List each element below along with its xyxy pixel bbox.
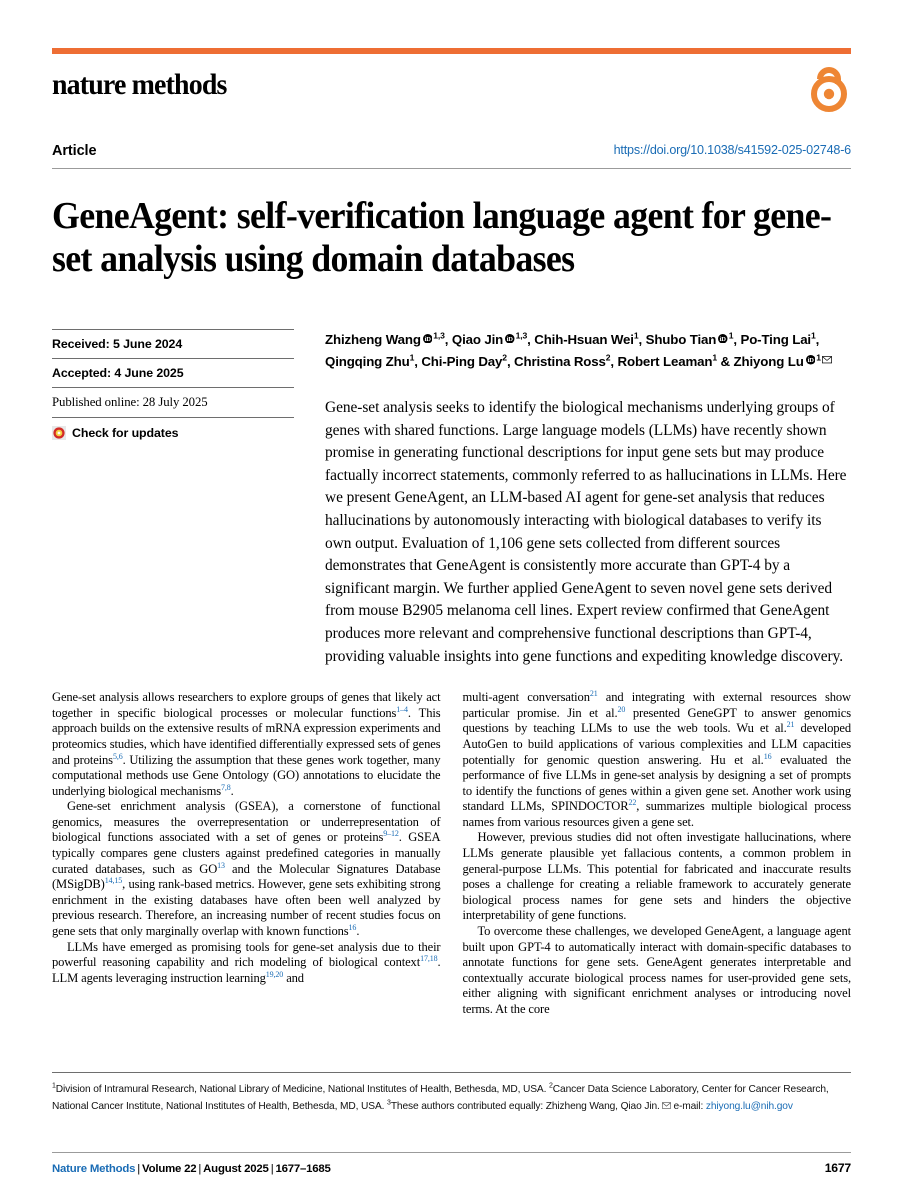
author-name: Chih-Hsuan Wei — [534, 332, 634, 347]
citation-reference[interactable]: 20 — [617, 704, 626, 714]
body-columns — [52, 690, 851, 1017]
author-line-2: Qingqing Zhu$^1$, Chi-Ping Day$^2$, Christina Ross$^2$, Robert Leaman$^1$ & Zhiyong Lu iD $^1$ — [325, 354, 832, 369]
citation-reference[interactable]: 17,18 — [420, 954, 438, 964]
svg-text:iD: iD — [807, 357, 814, 365]
meta-zone — [52, 329, 851, 668]
author-list — [325, 329, 851, 371]
affiliation-marker: 1 — [816, 352, 821, 363]
check-for-updates-label: Check for updates — [72, 426, 179, 440]
author-name: Po-Ting Lai — [740, 332, 811, 347]
corresponding-author-envelope-icon[interactable] — [822, 350, 832, 358]
footer-row — [52, 1161, 851, 1175]
author-name: Christina Ross — [514, 353, 606, 369]
citation-reference[interactable]: 9–12 — [383, 829, 399, 839]
citation-reference[interactable]: 5,6 — [112, 751, 123, 761]
body-paragraph: Gene-set enrichment analysis (GSEA), a cornerstone of functional genomics, measures the overrepresentation or underrepresentation of biological functions associated with a set of genes or proteins$^{9-12}$. GSEA typically compares gene clusters against predefined categories in manually curated databases, such as GO$^{13}$ and the Molecular Signatures Database (MSigDB)$^{14,15}$, using rank-based metrics. However, gene sets exhibiting strong enrichment in the existing databases have often been well analyzed by previous research. Therefore, an increasing number of recent studies focus on gene sets that only marginally overlap with known functions$^{16}$. — [52, 799, 441, 939]
body-paragraph: To overcome these challenges, we developed GeneAgent, a language agent built upon GPT-4 to automatically interact with domain-specific databases to annotate functions for gene sets. GeneAgent generates interpretable and contextually accurate biological process names for user-provided gene sets, either aligning with significant enrichment analyses or introducing novel terms. At the core — [462, 924, 851, 1016]
envelope-icon — [662, 1099, 671, 1106]
affiliation-marker: 1 — [810, 330, 816, 341]
doi-link[interactable]: https://doi.org/10.1038/s41592-025-02748-6 — [613, 143, 851, 157]
author-name: Chi-Ping Day — [421, 353, 503, 369]
citation-reference[interactable]: 1–4 — [396, 704, 408, 714]
citation-reference[interactable]: 16 — [763, 751, 772, 761]
journal-logo: nature methods — [52, 68, 227, 101]
affiliation-marker: 1 — [52, 1082, 56, 1090]
affiliation-marker: 3 — [387, 1099, 391, 1107]
citation-reference[interactable]: 19,20 — [265, 969, 284, 979]
divider — [52, 1152, 851, 1153]
author-line-1: Zhizheng Wang iD $^{1,3}$, Qiao Jin iD $^{1,3}$, Chih-Hsuan Wei$^1$, Shubo Tian iD $^1$, Po-Ting Lai$^1$, — [325, 330, 820, 347]
author-name: Qiao Jin — [451, 332, 504, 347]
body-paragraph: LLMs have emerged as promising tools for gene-set analysis due to their powerful reasoning capability and rich modeling of biological context$^{17,18}$. LLM agents leveraging instruction learning$^{19,20}$ and — [52, 939, 441, 985]
header-divider — [52, 168, 851, 169]
article-type-label: Article — [52, 143, 97, 159]
author-name: Shubo Tian — [645, 332, 717, 347]
svg-text:iD: iD — [506, 335, 514, 343]
affiliation-marker: 1 — [409, 352, 415, 363]
masthead — [52, 54, 851, 128]
footer-citation: Nature Methods | Volume 22 | August 2025 | 1677–1685 — [52, 1163, 331, 1175]
affiliation-marker: 1 — [633, 330, 639, 341]
citation-reference[interactable]: 13 — [217, 860, 225, 870]
author-name: Zhizheng Wang — [325, 332, 421, 347]
body-paragraph: multi-agent conversation$^{21}$ and integrating with external resources show particular promise. Jin et al.$^{20}$ presented GeneGPT to answer genomics questions by teaching LLMs to use the web tools. Wu et al.$^{21}$ developed AutoGen to build applications of various complexities and LLM capacities potentially for genomic question answering. Hu et al.$^{16}$ evaluated the performance of five LLMs in gene-set analysis by designing a set of prompts to identify the functions of genes within a given gene set. Another work using standard LLMs, SPINDOCTOR$^{22}$, summarizes multiple biological process names from various resources given a gene set. — [462, 688, 852, 829]
citation-reference[interactable]: 21 — [786, 720, 795, 730]
body-paragraph: However, previous studies did not often investigate hallucinations, where LLMs generate plausible yet fallacious contents, a common problem in general-purpose LLMs. This potential for fabricated and inaccurate results poses a challenge for creating a reliable framework to accurately generate biological process names for gene sets and hinders the objective interpretability of gene functions. — [462, 830, 851, 923]
check-for-updates-button[interactable] — [52, 418, 294, 440]
accepted-date: Accepted: 4 June 2025 — [52, 366, 184, 380]
footer-journal-name: Nature Methods — [52, 1163, 136, 1175]
citation-reference[interactable]: 22 — [628, 798, 637, 808]
affiliation-marker: 1,3 — [515, 330, 528, 341]
svg-text:iD: iD — [719, 335, 727, 343]
body-paragraph: Gene-set analysis allows researchers to explore groups of genes that likely act together in specific biological processes or molecular functions$^{1-4}$. This approach builds on the extensive results of mRNA expression experiments and proteomics studies, which have identified differentially expressed sets of genes and proteins$^{5,6}$. Utilizing the assumption that these genes work together, many computational methods use Gene Ontology (GO) annotations to elucidate the underlying biological mechanisms$^{7,8}$. — [52, 690, 441, 798]
authors-and-abstract — [310, 329, 851, 668]
divider — [52, 1072, 851, 1073]
received-date: Received: 5 June 2024 — [52, 337, 183, 351]
affiliations-text: $^1$Division of Intramural Research, National Library of Medicine, National Institutes of Health, Bethesda, MD, USA. $^2$Cancer Data Science Laboratory, Center for Cancer Research, National Cancer Institute, National Institutes of Health, Bethesda, MD, USA. $^3$These authors contributed equally: Zhizheng Wang, Qiao Jin. e-mail: zhiyong.lu@nih.gov — [52, 1082, 829, 1112]
affiliation-marker: 1 — [728, 330, 734, 341]
crossmark-badge-icon — [52, 426, 66, 440]
footer-pages: 1677–1685 — [275, 1163, 331, 1175]
affiliation-marker: 2 — [605, 352, 611, 363]
article-type-row — [52, 142, 851, 168]
author-name: Qingqing Zhu — [325, 353, 410, 369]
citation-reference[interactable]: 14,15 — [104, 876, 123, 886]
published-date: Published online: 28 July 2025 — [52, 395, 208, 409]
publication-history — [52, 329, 310, 668]
orcid-icon[interactable] — [806, 351, 816, 365]
citation-reference[interactable]: 7,8 — [221, 782, 231, 792]
body-column-left — [52, 690, 441, 1017]
orcid-icon[interactable] — [423, 329, 433, 343]
page-number: 1677 — [824, 1161, 851, 1175]
orcid-icon[interactable] — [505, 329, 515, 343]
open-access-lock-icon — [807, 62, 851, 114]
footer-volume: Volume 22 — [142, 1163, 197, 1175]
corresponding-email-link[interactable]: zhiyong.lu@nih.gov — [705, 1100, 793, 1112]
page-title: GeneAgent: self-verification language agent for gene-set analysis using domain databases — [52, 195, 832, 280]
affiliation-marker: 1 — [712, 352, 717, 363]
citation-reference[interactable]: 16 — [348, 922, 357, 932]
svg-text:iD: iD — [424, 335, 431, 343]
affiliation-marker: 2 — [549, 1082, 553, 1090]
orcid-icon[interactable] — [718, 329, 728, 343]
author-name: Zhiyong Lu — [733, 353, 804, 369]
author-name: Robert Leaman — [617, 353, 713, 369]
body-column-right — [463, 690, 852, 1017]
citation-reference[interactable]: 21 — [589, 688, 598, 698]
page-footer — [52, 1152, 851, 1175]
affiliations-block — [52, 1072, 851, 1115]
abstract: Gene-set analysis seeks to identify the biological mechanisms underlying groups of genes with shared functions. Large language models (LLMs) have recently shown promise in generating functional descriptions for input gene sets but may produce factually incorrect statements, commonly referred to as hallucinations in LLMs. Here we present GeneAgent, an LLM-based AI agent for gene-set analysis that reduces hallucinations by autonomously interacting with biological databases to verify its own output. Evaluation of 1,106 gene sets collected from different sources demonstrates that GeneAgent is consistently more accurate than GPT-4 by a significant margin. We further applied GeneAgent to seven novel gene sets derived from mouse B2905 melanoma cell lines. Expert review confirmed that GeneAgent produces more relevant and comprehensive functional descriptions than GPT-4, providing valuable insights into gene functions and expediting knowledge discovery. — [325, 399, 847, 665]
footer-issue-date: August 2025 — [203, 1163, 269, 1175]
affiliation-marker: 1,3 — [433, 330, 445, 341]
affiliation-marker: 2 — [502, 352, 507, 363]
